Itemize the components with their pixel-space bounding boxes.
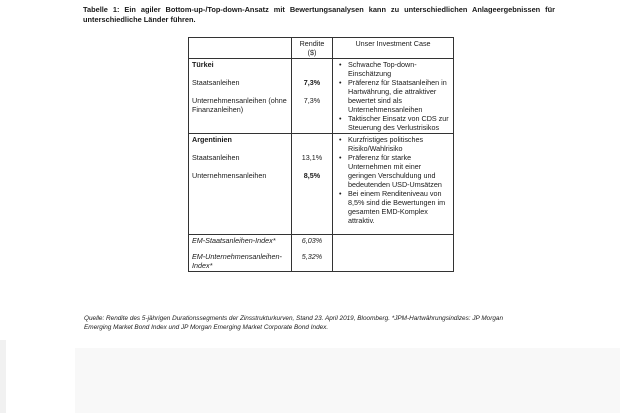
- index-corporate-label: EM-Unternehmensanleihen-Index*: [192, 252, 282, 270]
- argentina-case-item: • Bei einem Renditeniveau von 8,5% sind die Bewertungen im gesamten EMD-Komplex attraktiv.: [348, 189, 450, 225]
- index-corporate-yield: 5,32%: [301, 252, 323, 261]
- index-sovereign-yield: 6,03%: [301, 236, 323, 245]
- turkey-labels: [189, 59, 292, 134]
- argentina-corporate-yield: 8,5%: [303, 171, 321, 180]
- left-edge-shade: [0, 340, 6, 413]
- country-name-argentina: Argentinien: [192, 135, 232, 144]
- turkey-corporate-label: Unternehmensanleihen (ohne Finanzanleihen): [192, 96, 287, 114]
- table-row-turkey: [189, 59, 454, 134]
- turkey-sovereign-label: Staatsanleihen: [192, 78, 240, 87]
- turkey-case-item: • Taktischer Einsatz von CDS zur Steuerung des Verlustrisikos: [348, 114, 450, 132]
- argentina-labels: [189, 134, 292, 235]
- argentina-case-item: • Präferenz für starke Unternehmen mit einer geringen Verschuldung und bedeutenden USD-Umsätzen: [348, 153, 450, 189]
- argentina-yields: [292, 134, 333, 235]
- table-row-argentina: [189, 134, 454, 235]
- turkey-yields: [292, 59, 333, 134]
- bottom-shaded-area: [75, 348, 620, 413]
- bond-yield-table: [188, 37, 454, 272]
- argentina-sovereign-yield: 13,1%: [301, 153, 323, 162]
- index-sovereign-label: EM-Staatsanleihen-Index*: [192, 236, 276, 245]
- turkey-case-item: • Präferenz für Staatsanleihen in Hartwährung, die attraktiver bewertet sind als Unternehmensanleihen: [348, 78, 450, 114]
- index-yields: [292, 235, 333, 272]
- country-name-turkey: Türkei: [192, 60, 214, 69]
- argentina-sovereign-label: Staatsanleihen: [192, 153, 240, 162]
- header-investment-case: Unser Investment Case: [333, 38, 454, 59]
- table-header-row: [189, 38, 454, 59]
- table-caption: Tabelle 1: Ein agiler Bottom-up-/Top-down-Ansatz mit Bewertungsanalysen kann zu unterschiedlichen Anlageergebnissen für unterschiedliche Länder führen.: [83, 5, 555, 24]
- turkey-case-item: • Schwache Top-down-Einschätzung: [348, 60, 450, 78]
- argentina-investment-case: [333, 134, 454, 235]
- index-empty-cell: [333, 235, 454, 272]
- argentina-case-item: • Kurzfristiges politisches Risiko/Wahlrisiko: [348, 135, 450, 153]
- source-note: Quelle: Rendite des 5-jährigen Durationssegments der Zinsstrukturkurven, Stand 23. April 2019, Bloomberg. *JPM-Hartwährungsindizes: JP Morgan Emerging Market Bond Index und JP Morgan Emerging Market Corporate Bond Index.: [84, 315, 504, 331]
- index-labels: [189, 235, 292, 272]
- argentina-corporate-label: Unternehmensanleihen: [192, 171, 267, 180]
- turkey-corporate-yield: 7,3%: [303, 96, 321, 105]
- table-row-indices: [189, 235, 454, 272]
- turkey-sovereign-yield: 7,3%: [303, 78, 321, 87]
- header-yield: Rendite ($): [292, 38, 333, 59]
- header-empty: [189, 38, 292, 59]
- turkey-investment-case: [333, 59, 454, 134]
